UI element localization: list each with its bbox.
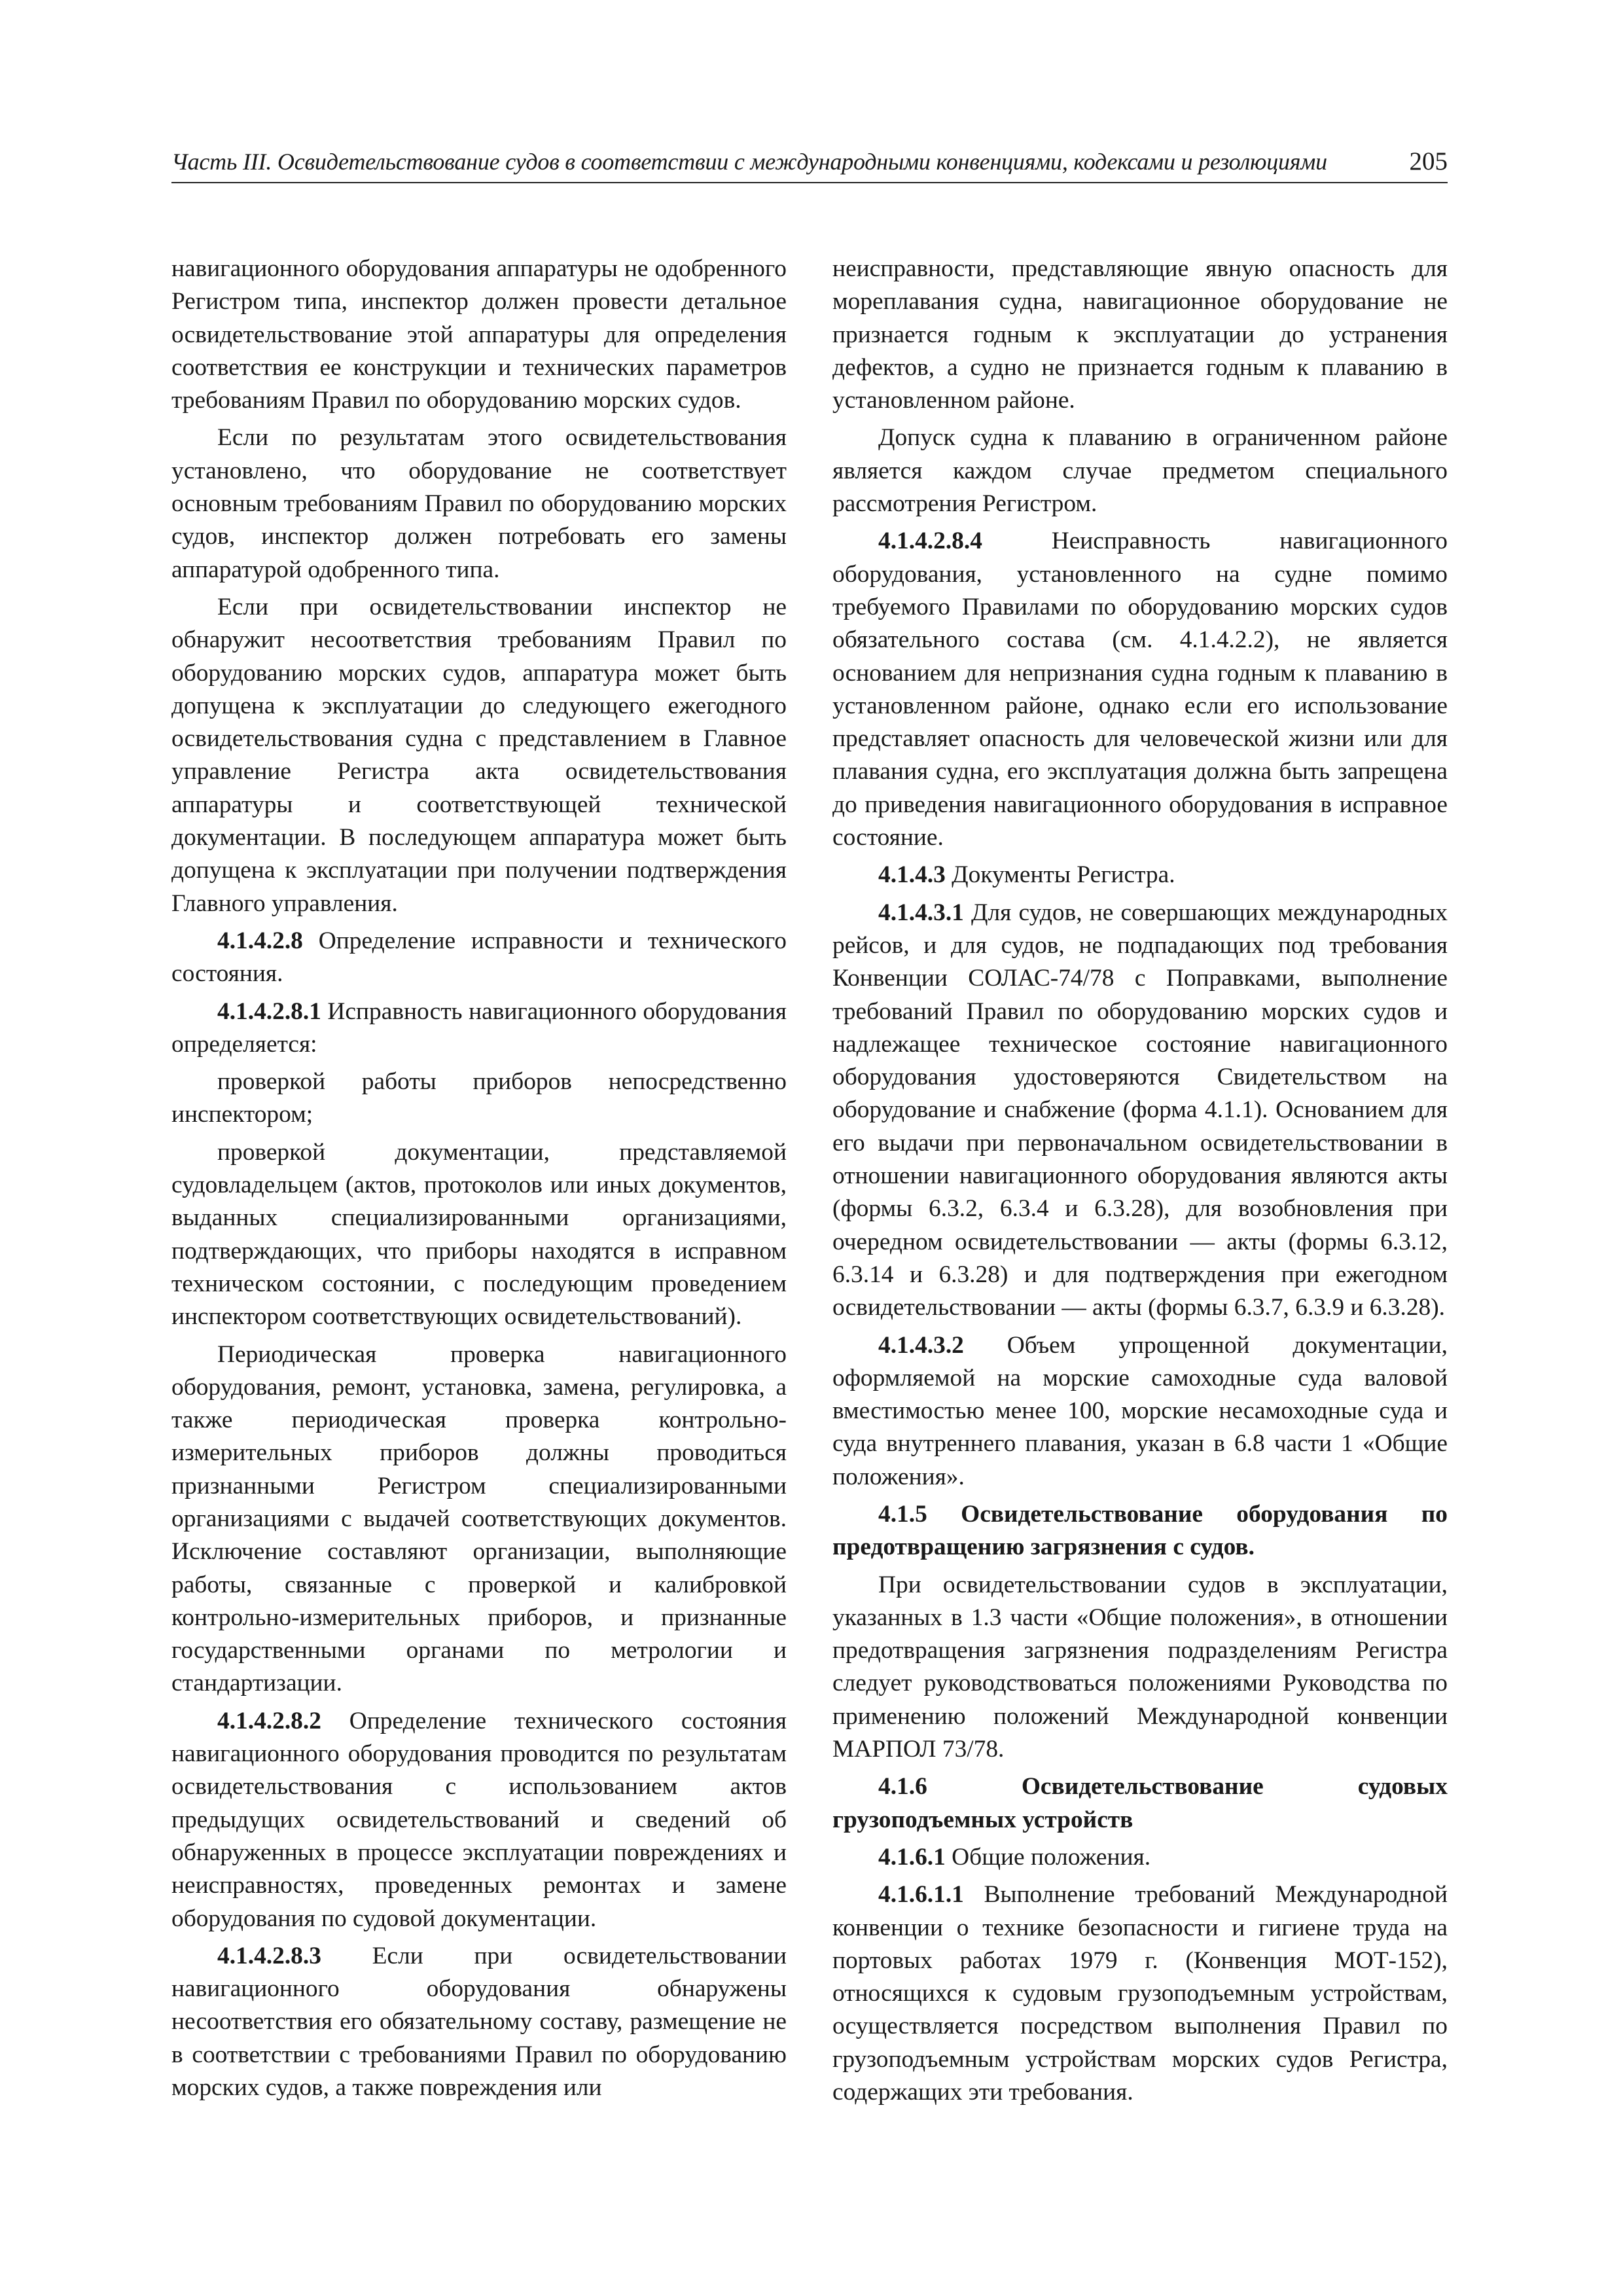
right-column <box>832 253 1448 2113</box>
clause <box>832 1841 1448 1874</box>
paragraph: проверкой документации, представляемой судовладельцем (актов, протоколов или иных документов, выданных специализированными организациями, подтверждающих, что приборы находятся в исправном техническом состоянии, с последующим проведением инспектором соответствующих освидетельствований). <box>171 1138 787 1331</box>
clause-number: 4.1.4.2.8.1 <box>217 997 321 1025</box>
paragraph: неисправности, представляющие явную опасность для мореплавания судна, навигационное оборудование не признается годным к эксплуатации до устранения дефектов, а судно не признается годным к плаванию в установленном районе. <box>832 255 1448 414</box>
paragraph: Периодическая проверка навигационного оборудования, ремонт, установка, замена, регулировка, а также периодическая проверка контрольно-измерительных приборов должны проводиться признанными Регистром специализированными организациями с выдачей соответствующих документов. Исключение составляют организации, выполняющие работы, связанные с проверкой и калибровкой контрольно-измерительных приборов, и признанные государственными органами по метрологии и стандартизации. <box>171 1340 787 1697</box>
clause-number: 4.1.4.3.1 <box>878 899 964 926</box>
clause-text: Если при освидетельствовании навигационного оборудования обнаружены несоответствия его обязательному составу, размещение не в соответствии с требованиями Правил по оборудованию морских судов, а также повреждения или <box>171 1942 787 2102</box>
clause <box>171 996 787 1062</box>
clause <box>832 525 1448 854</box>
clause <box>832 859 1448 891</box>
clause-number: 4.1.4.2.8.4 <box>878 528 982 555</box>
clause-number: 4.1.6.1 <box>878 1843 946 1871</box>
clause-text: Исправность навигационного оборудования определяется: <box>171 997 787 1058</box>
clause <box>171 925 787 991</box>
paragraph: Допуск судна к плаванию в ограниченном районе является каждом случае предметом специального рассмотрения Регистром. <box>832 424 1448 518</box>
running-header <box>171 143 1448 183</box>
clause-number: 4.1.4.3.2 <box>878 1331 964 1359</box>
clause-text: Общие положения. <box>945 1843 1151 1871</box>
left-column <box>171 253 787 2109</box>
clause-text: Документы Регистра. <box>945 861 1175 889</box>
paragraph: Если по результатам этого освидетельствования установлено, что оборудование не соответствует основным требованиям Правил по оборудованию морских судов, инспектор должен потребовать его замены аппаратурой одобренного типа. <box>171 424 787 583</box>
clause-number: 4.1.4.2.8.2 <box>217 1707 321 1734</box>
paragraph: Если при освидетельствовании инспектор не обнаружит несоответствия требованиям Правил по оборудованию морских судов, аппаратура может быть допущена к эксплуатации до следующего ежегодного освидетельствования судна с представлением в Главное управление Регистра акта освидетельствования аппаратуры и соответствующей технической документации. В последующем аппаратура может быть допущена к эксплуатации при получении подтверждения Главного управления. <box>171 593 787 917</box>
clause-text: Неисправность навигационного оборудования, установленного на судне помимо требуемого Правилами по оборудованию морских судов обязательного состава (см. 4.1.4.2.2), не является основанием для непризнания судна годным к плаванию в установленном районе, однако если его использование представляет опасность для человеческой жизни или для плавания судна, его эксплуатация должна быть запрещена до приведения навигационного оборудования в исправное состояние. <box>832 528 1448 852</box>
clause-text: Объем упрощенной документации, оформляемой на морские самоходные суда валовой вместимостью менее 100, морские несамоходные суда и суда внутреннего плавания, указан в 6.8 части 1 «Общие положения». <box>832 1331 1448 1490</box>
clause <box>832 1329 1448 1494</box>
clause-number: 4.1.4.2.8 <box>217 927 303 954</box>
clause-text: Для судов, не совершающих международных рейсов, и для судов, не подпадающих под требования Конвенции СОЛАС-74/78 с Поправками, выполнение требований Правил по оборудованию морских судов и надлежащее техническое состояние навигационного оборудования удостоверяются Свидетельством на оборудование и снабжение (форма 4.1.1). Основанием для его выдачи при первоначальном освидетельствовании в отношении навигационного оборудования являются акты (формы 6.3.2, 6.3.4 и 6.3.28), для возобновления при очередном освидетельствовании — акты (формы 6.3.12, 6.3.14 и 6.3.28) и для подтверждения при ежегодном освидетельствовании — акты (формы 6.3.7, 6.3.9 и 6.3.28). <box>832 899 1448 1321</box>
clause <box>171 1705 787 1935</box>
clause-text: Определение исправности и технического состояния. <box>171 927 787 988</box>
section-heading: 4.1.5 Освидетельствование оборудования по предотвращению загрязнения с судов. <box>832 1500 1448 1561</box>
clause <box>171 1940 787 2104</box>
paragraph: При освидетельствовании судов в эксплуатации, указанных в 1.3 части «Общие положения», в отношении предотвращения загрязнения подразделениям Регистра следует руководствоваться положениями Руководства по применению положений Международной конвенции МАРПОЛ 73/78. <box>832 1571 1448 1763</box>
paragraph: навигационного оборудования аппаратуры не одобренного Регистром типа, инспектор должен провести детальное освидетельствование этой аппаратуры для определения соответствия ее конструкции и технических параметров требованиям Правил по оборудованию морских судов. <box>171 255 787 414</box>
clause-number: 4.1.4.2.8.3 <box>217 1942 321 1969</box>
clause <box>832 897 1448 1325</box>
clause-number: 4.1.6.1.1 <box>878 1881 964 1909</box>
running-header-title: Часть III. Освидетельствование судов в соответствии с международными конвенциями, кодексами и резолюциями <box>171 149 1327 175</box>
section-heading: 4.1.6 Освидетельствование судовых грузоподъемных устройств <box>832 1773 1448 1833</box>
page-number: 205 <box>1409 147 1448 175</box>
clause-text: Определение технического состояния навигационного оборудования проводится по результатам освидетельствования с использованием актов предыдущих освидетельствований и сведений об обнаруженных в процессе эксплуатации повреждениях и неисправностях, проведенных ремонтах и замене оборудования по судовой документации. <box>171 1707 787 1932</box>
paragraph: проверкой работы приборов непосредственно инспектором; <box>171 1068 787 1128</box>
clause-text: Выполнение требований Международной конвенции о технике безопасности и гигиене труда на портовых работах 1979 г. (Конвенция МОТ-152), относящихся к судовым грузоподъемным устройствам, осуществляется посредством выполнения Правил по грузоподъемным устройствам морских судов Регистра, содержащих эти требования. <box>832 1881 1448 2106</box>
clause-number: 4.1.4.3 <box>878 861 946 889</box>
clause <box>832 1878 1448 2109</box>
